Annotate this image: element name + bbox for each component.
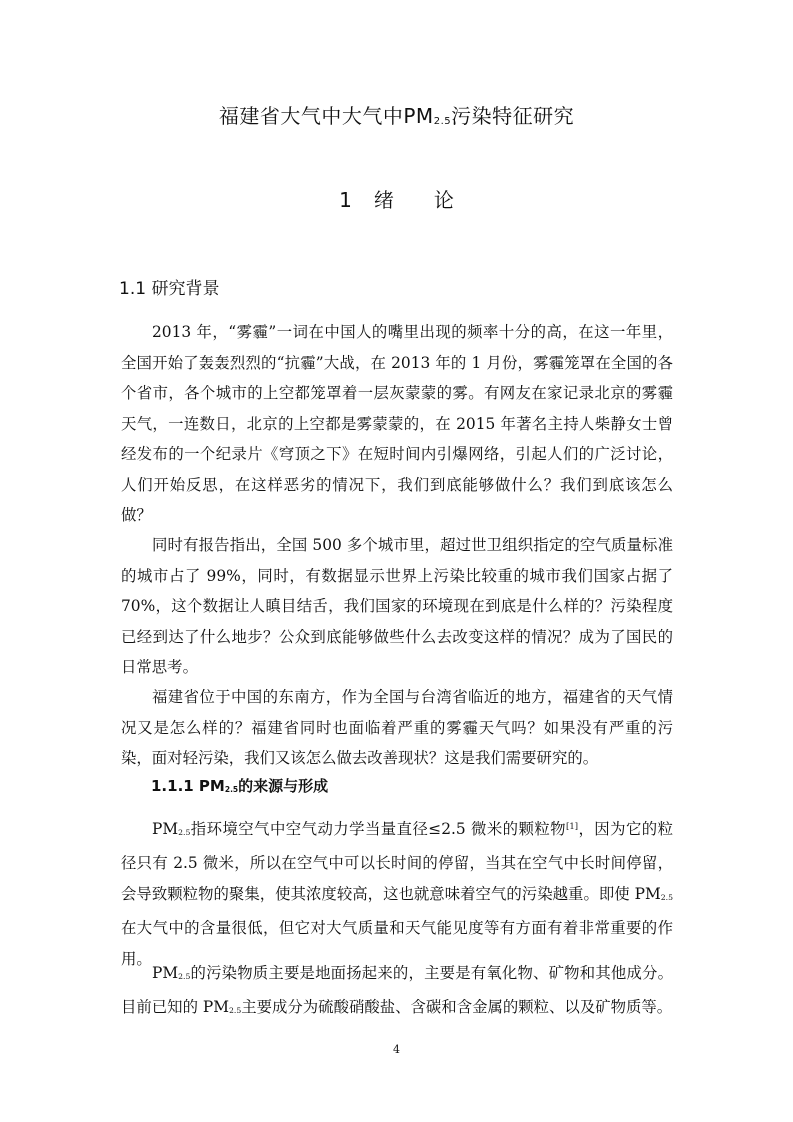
subsection-rest: 的来源与形成 [238,777,329,795]
chapter-number: 1 [339,188,352,212]
paragraph-1: 2013 年，“雾霾”一词在中国人的嘴里出现的频率十分的高，在这一年里，全国开始了轰轰烈烈的“抗霾”大战，在 2013 年的 1 月份，雾霾笼罩在全国的各个省市，各个城市的上空都笼罩着一层灰蒙蒙的雾。有网友在家记录北京的雾霾天气，一连数日，北京的上空都是雾蒙蒙的，在 2015 年著名主持人柴静女士曾经发布的一个纪录片《穹顶之下》在短时间内引爆网络，引起人们的广泛讨论，人们开始反思，在这样恶劣的情况下，我们到底能够做什么？我们到底该怎么做？ [121,323,673,524]
page-number: 4 [393,1043,400,1056]
p4-pm-2: PM [634,884,661,903]
p5-pm-subscript-2: 2.5 [228,1006,242,1016]
chapter-heading [0,184,793,213]
p5-pm: PM [152,964,179,982]
p4-pm-subscript: 2.5 [178,827,191,837]
title-text: 福建省大气中大气中 [218,104,404,128]
section-heading-1-1-1 [151,775,328,796]
p5-text-a: 的污染物质主要是地面扬起来的，主要是有氧化物、矿物和其他成分。目前已知的 [121,964,673,1017]
title-pm: PM [403,104,434,128]
chapter-word-1: 绪 [373,188,394,212]
paragraph-4 [121,811,673,974]
citation-ref: [1] [566,821,578,831]
chapter-word-2: 论 [433,188,454,212]
p4-pm: PM [152,820,179,839]
p4-text-c: 在大气中的含量很低，但它对大气质量和天气能见度等有方面有着非常重要的作用。 [121,919,673,968]
p5-text-b: 主要成分为硫酸硝酸盐、含碳和含金属的颗粒、以及矿物质等。 [241,998,673,1017]
subsection-prefix: 1.1.1 PM [151,777,225,795]
paragraph-2: 同时有报告指出，全国 500 多个城市里，超过世卫组织指定的空气质量标准的城市占了 99%，同时，有数据显示世界上污染比较重的城市我们国家占据了 70%，这个数据让人瞋目结舌，我们国家的环境现在到底是什么样的？污染程度已经到达了什么地步？公众到底能够做些什么去改变这样的情况？成为了国民的日常思考。 [121,536,673,676]
p5-pm-subscript: 2.5 [178,971,191,981]
title-pm-subscript: 2.5 [433,116,452,127]
paragraph-5 [121,958,673,1027]
subsection-subscript: 2.5 [224,784,239,794]
paragraph-3: 福建省位于中国的东南方，作为全国与台湾省临近的地方，福建省的天气情况又是怎么样的？福建省同时也面临着严重的雾霾天气吗？如果没有严重的污染，面对轻污染，我们又该怎么做去改善现状？这是我们需要研究的。 [121,688,673,767]
document-title [0,100,793,129]
section-heading-1-1: 1.1 研究背景 [119,279,220,299]
p4-text-b: ，因为它的粒径只有 2.5 微米，所以在空气中可以长时间的停留，当其在空气中长时间停留，会导致颗粒物的聚集，使其浓度较高，这也就意味着空气的污染越重。即使 [121,820,673,903]
p4-text-a: 指环境空气中空气动力学当量直径≤2.5 微米的颗粒物 [190,820,567,839]
p4-pm-subscript-2: 2.5 [660,892,673,902]
title-rest: 污染特征研究 [451,104,575,128]
p5-pm-2: PM [202,998,229,1017]
